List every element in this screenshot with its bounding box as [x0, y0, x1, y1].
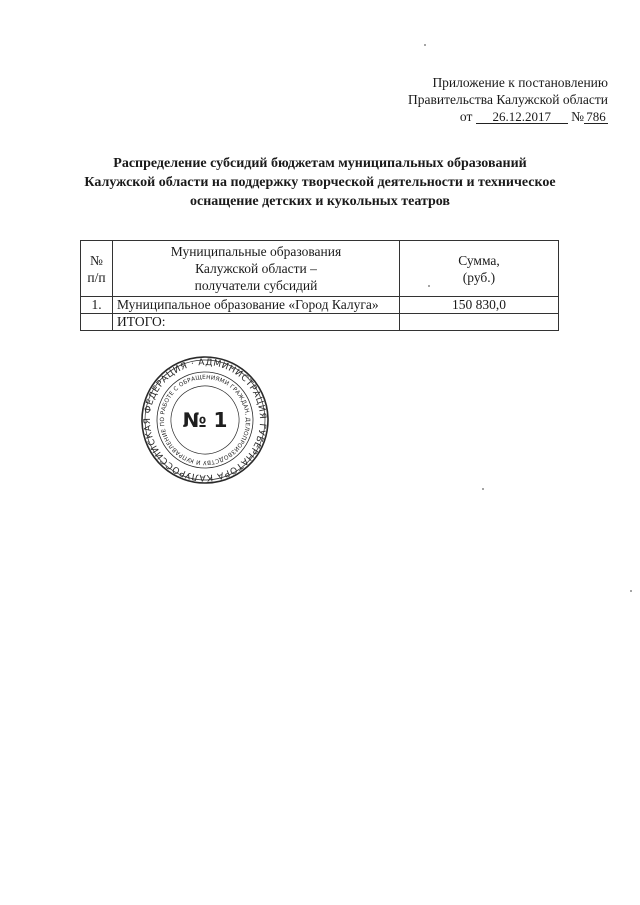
column-header-number-line2: п/п	[87, 269, 106, 285]
row-sum: 150 830,0	[400, 297, 559, 314]
scan-speck	[482, 488, 484, 490]
scan-speck	[424, 44, 426, 46]
column-header-sum-line2: (руб.)	[462, 269, 496, 285]
seal-inner-text: УПРАВЛЕНИЕ ПО РАБОТЕ С ОБРАЩЕНИЯМИ ГРАЖДАН, ДЕЛОПРОИЗВОДСТВУ И КОНТРОЛЮ	[159, 374, 251, 466]
subsidy-table	[80, 240, 559, 331]
scan-speck	[630, 590, 632, 592]
column-header-sum-line1: Сумма,	[458, 252, 500, 268]
appendix-header	[368, 74, 608, 125]
column-header-number	[81, 241, 113, 297]
decree-date-line	[368, 108, 608, 125]
row-municipality: Муниципальное образование «Город Калуга»	[113, 297, 400, 314]
column-header-municipality-line2: Калужской области –	[195, 261, 317, 276]
column-header-municipality-line3: получатели субсидий	[194, 278, 318, 293]
column-header-municipality	[113, 241, 400, 297]
total-sum	[400, 314, 559, 331]
seal-center-number: № 1	[182, 408, 228, 432]
column-header-sum	[400, 241, 559, 297]
row-number: 1.	[81, 297, 113, 314]
seal-outer-text: РОССИЙСКАЯ ФЕДЕРАЦИЯ · АДМИНИСТРАЦИЯ ГУБЕРНАТОРА КАЛУЖСКОЙ	[142, 357, 268, 483]
total-row	[81, 314, 559, 331]
decree-date: 26.12.2017	[476, 110, 568, 124]
total-label: ИТОГО:	[113, 314, 400, 331]
column-header-number-line1: №	[90, 252, 103, 268]
decree-number: 786	[584, 110, 608, 124]
appendix-line-1: Приложение к постановлению	[432, 75, 608, 90]
table-header-row	[81, 241, 559, 297]
date-prefix: от	[459, 109, 473, 124]
document-title: Распределение субсидий бюджетам муниципальных образований Калужской области на поддержку творческой деятельности и техническое оснащение детских и кукольных театров	[84, 156, 556, 209]
official-seal	[140, 355, 270, 485]
table-row	[81, 297, 559, 314]
total-number-cell	[81, 314, 113, 331]
number-prefix: №	[571, 109, 584, 124]
column-header-municipality-line1: Муниципальные образования	[170, 244, 342, 259]
appendix-line-2: Правительства Калужской области	[407, 92, 608, 107]
